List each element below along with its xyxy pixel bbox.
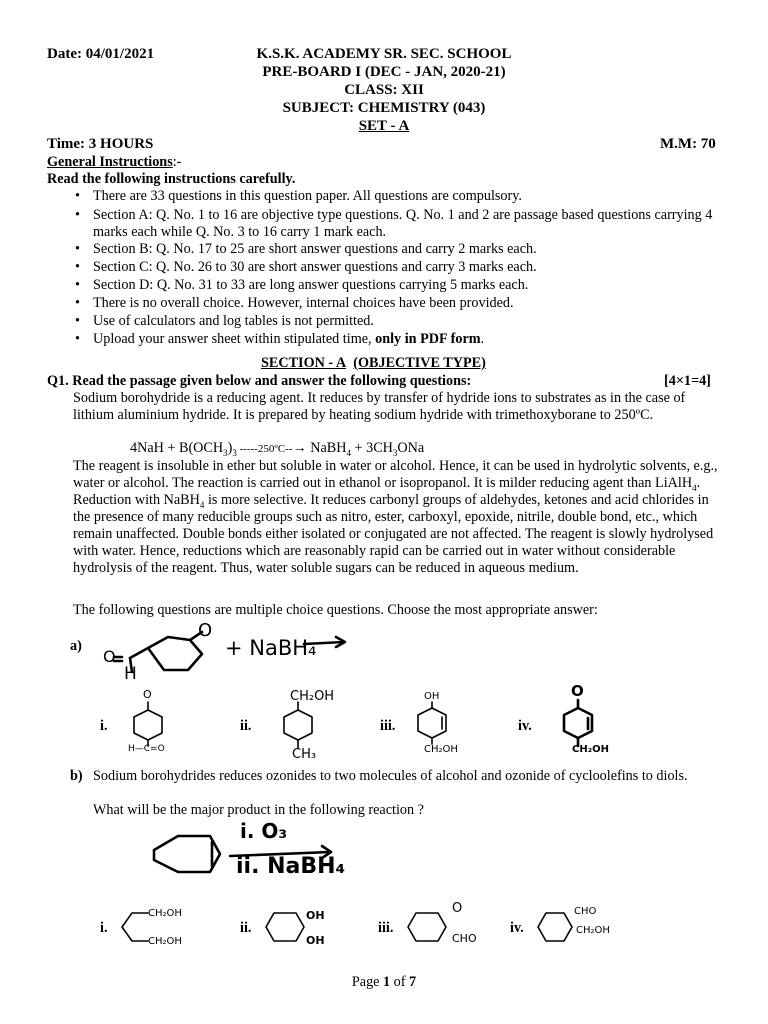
q1-mcq-intro: The following questions are multiple choice questions. Choose the most appropriate answer: [73,602,598,618]
school-name: K.S.K. ACADEMY SR. SEC. SCHOOL [256,46,512,62]
part-b-text-1: Sodium borohydrides reduces ozonides to two molecules of alcohol and ozonide of cycloolefins to diols. [93,768,688,784]
option-ii-top: CH₂OH [290,689,335,704]
b-option-iii-bottom: CHO [452,932,477,945]
b-option-i-top: CH₂OH [148,908,182,919]
part-a-option-num: ii. [240,718,252,734]
part-b-text-2: What will be the major product in the following reaction ? [93,802,424,818]
part-b-label: b) [70,768,83,784]
part-a-option-num: iv. [518,718,532,734]
part-b-option-ii-structure [262,905,312,949]
b-option-iii-top: O [452,901,463,916]
b-option-ii-top: OH [306,909,325,922]
set-label: SET - A [358,118,410,134]
b-option-iv-bottom: CH₂OH [576,925,610,936]
instruction-item: Use of calculators and log tables is not permitted. [93,313,374,329]
option-i-top: O [143,688,152,701]
part-b-option-num: iv. [510,920,524,936]
time-label: Time: 3 HOURS [47,136,154,152]
q1-passage-2: The reagent is insoluble in ether but soluble in water or alcohol. Hence, it can be used in hydrolytic solvents, e.g., water or alcohol. The reaction is carried out in ethanol or isopropanol. It is milder reducing agent than LiAlH$_4$. Reduction with NaBH$_4$ is more selective. It reduces carbonyl groups of aldehydes, ketones and acid chlorides in the presence of many reducible groups such as nitro, ester, carboxyl, epoxide, nitrile, double bond, etc., which remain unaffected. Double bonds either isolated or conjugated are not affected. The reagent is slowly hydrolysed with water. Hence, reductions which are reasonably rapid can be carried out in water without considerable hydrolysis of the reagent. Thus, water soluble sugars can be reduced in aqueous medium. [73,458,718,576]
page-number: Page 1 of 7 [351,974,417,990]
q1-equation: $4NaH + B(OCH_3)_3$ -----250ºC--→ NaBH$_4$ + $3CH_3ONa$ [130,440,425,458]
exam-date: Date: 04/01/2021 [47,46,155,62]
part-a-reagent: + NaBH₄ [225,636,317,660]
part-b-option-num: i. [100,920,108,936]
part-b-step-1: i. O₃ [240,819,288,843]
exam-title: PRE-BOARD I (DEC - JAN, 2020-21) [262,64,506,80]
part-a-o-label: O [198,620,213,641]
b-option-i-bottom: CH₂OH [148,936,182,947]
part-b-option-num: ii. [240,920,252,936]
instruction-item: Section C: Q. No. 26 to 30 are short answer questions and carry 3 marks each. [93,259,537,275]
subject-label: SUBJECT: CHEMISTRY (043) [282,100,486,116]
class-label: CLASS: XII [344,82,424,98]
b-option-iv-top: CHO [574,906,597,917]
instructions-read: Read the following instructions carefully. [47,171,296,187]
part-a-label: a) [70,638,82,654]
instruction-item: Section D: Q. No. 31 to 33 are long answer questions carrying 5 marks each. [93,277,529,293]
option-iii-bottom: CH₂OH [424,744,458,755]
option-iii-top: OH [424,691,440,702]
option-iv-top: O [571,682,584,700]
instruction-item: There are 33 questions in this question paper. All questions are compulsory. [93,188,522,204]
part-b-option-num: iii. [378,920,394,936]
q1-marks: [4×1=4] [664,373,711,389]
part-a-h-label: H [124,664,137,684]
section-a-heading: SECTION - A (OBJECTIVE TYPE) [261,355,486,371]
instruction-item: There is no overall choice. However, internal choices have been provided. [93,295,514,311]
part-a-option-num: iii. [380,718,396,734]
option-iv-bottom: CH₂OH [572,744,609,755]
instruction-item: Section B: Q. No. 17 to 25 are short answer questions and carry 2 marks each. [93,241,537,257]
option-ii-bottom: CH₃ [292,747,317,762]
part-b-step-2: ii. NaBH₄ [236,854,346,879]
instruction-item: Section A: Q. No. 1 to 16 are objective type questions. Q. No. 1 and 2 are passage based questions carrying 4 marks each while Q. No. 3 to 16 carry 1 mark each. [93,207,713,240]
max-marks: M.M: 70 [660,136,716,152]
instruction-item-upload: Upload your answer sheet within stipulated time, only in PDF form. [93,331,485,347]
part-a-o-left: O [103,647,116,666]
q1-label: Q1. Read the passage given below and answer the following questions: [47,373,472,389]
q1-passage-1: Sodium borohydride is a reducing agent. It reduces by transfer of hydride ions to substrates as in the case of lithium aluminium hydride. It is prepared by heating sodium hydride with trimethoxyborane to 250ºC. [73,390,686,423]
instructions-heading: General Instructions:- [47,154,182,170]
part-a-option-num: i. [100,718,108,734]
part-a-option-ii-structure [278,702,328,752]
option-i-bottom: H—C=O [128,744,165,754]
b-option-ii-bottom: OH [306,934,325,947]
part-b-option-iii-structure [404,905,454,949]
